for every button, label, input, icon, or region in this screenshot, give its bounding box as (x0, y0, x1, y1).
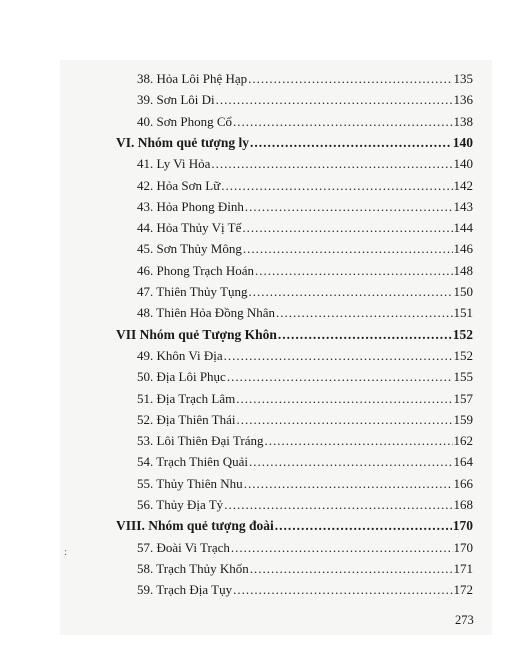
margin-mark: : (64, 546, 68, 558)
toc-page-number: 143 (453, 198, 473, 214)
page-number: 273 (455, 613, 474, 627)
toc-label: 57. Đoài Vi Trạch (137, 539, 230, 555)
toc-entry (137, 70, 473, 88)
toc-label: 42. Hỏa Sơn Lữ (137, 177, 221, 193)
toc-label: 47. Thiên Thủy Tụng (137, 284, 248, 299)
toc-page-number: 166 (453, 475, 473, 491)
toc-label: VI. Nhóm quẻ tượng ly (116, 134, 249, 150)
toc-page-number: 150 (453, 284, 473, 299)
toc-page-number: 140 (453, 156, 473, 172)
toc-entry (137, 91, 473, 109)
toc-entry (137, 240, 473, 258)
toc-page-number: 136 (453, 92, 473, 108)
dot-leader (275, 517, 452, 535)
dot-leader (233, 581, 452, 599)
toc-page-number: 146 (453, 241, 473, 257)
toc-section-heading (116, 326, 473, 344)
toc-page-number: 164 (453, 454, 473, 470)
toc-label: 41. Ly Vi Hỏa (137, 156, 211, 172)
toc-entry (137, 475, 473, 493)
toc-entry (137, 347, 473, 365)
toc-entry (137, 219, 473, 237)
dot-leader (249, 283, 453, 301)
toc-page-number: 151 (453, 305, 473, 321)
toc-page-number: 155 (453, 369, 473, 385)
toc-page-number: 140 (452, 134, 473, 150)
toc-label: 56. Thủy Địa Tỷ (137, 497, 224, 512)
toc-entry (137, 411, 473, 429)
toc-entry (137, 113, 473, 131)
dot-leader (276, 304, 452, 322)
toc-label: 43. Hỏa Phong Đỉnh (137, 198, 244, 214)
toc-entry (137, 283, 473, 301)
toc-entry (137, 539, 473, 557)
dot-leader (236, 390, 452, 408)
dot-leader (250, 134, 452, 152)
dot-leader (243, 240, 453, 258)
toc-entry (137, 496, 473, 514)
toc-page-number: 170 (452, 518, 473, 534)
toc-entry (137, 368, 473, 386)
toc-page-number: 168 (453, 497, 473, 512)
toc-page-number: 157 (453, 390, 473, 406)
toc-entry (137, 198, 473, 216)
toc-label: 45. Sơn Thủy Mông (137, 241, 242, 257)
toc-section-heading (116, 134, 473, 152)
dot-leader (248, 70, 452, 88)
toc-label: 40. Sơn Phong Cổ (137, 113, 233, 129)
toc-entry (137, 177, 473, 195)
toc-entry (137, 390, 473, 408)
dot-leader (255, 262, 452, 280)
toc-page-number: 170 (453, 539, 473, 555)
dot-leader (249, 453, 453, 471)
toc-page-number: 172 (453, 582, 473, 598)
toc-label: 53. Lôi Thiên Đại Tráng (137, 433, 264, 449)
toc-page-number: 148 (453, 262, 473, 278)
toc-page-number: 171 (453, 560, 473, 576)
dot-leader (231, 539, 453, 557)
dot-leader (216, 91, 453, 109)
toc-label: 39. Sơn Lôi Di (137, 92, 215, 108)
dot-leader (224, 347, 453, 365)
toc-label: 49. Khôn Vi Địa (137, 347, 223, 363)
toc-label: VII Nhóm quẻ Tượng Khôn (116, 326, 277, 342)
toc-page-number: 152 (453, 347, 473, 363)
dot-leader (233, 113, 452, 131)
dot-leader (244, 475, 453, 493)
dot-leader (221, 177, 452, 195)
toc-entry (137, 262, 473, 280)
toc-label: 44. Hỏa Thủy Vị Tế (137, 220, 242, 236)
toc-label: 48. Thiên Hỏa Đồng Nhân (137, 305, 276, 321)
toc-entry (137, 304, 473, 322)
dot-leader (250, 560, 453, 578)
dot-leader (227, 368, 453, 386)
toc-entry (137, 155, 473, 173)
toc-label: 52. Địa Thiên Thái (137, 411, 236, 427)
toc-label: 59. Trạch Địa Tụy (137, 582, 233, 598)
dot-leader (278, 326, 452, 344)
dot-leader (211, 155, 452, 173)
toc-page-number: 144 (453, 220, 473, 236)
toc-entry (137, 560, 473, 578)
toc-label: 38. Hỏa Lôi Phệ Hạp (137, 71, 248, 86)
toc-label: 50. Địa Lôi Phục (137, 369, 226, 385)
toc-page-number: 135 (453, 71, 473, 86)
toc-label: 54. Trạch Thiên Quải (137, 454, 248, 470)
toc-label: 58. Trạch Thủy Khốn (137, 560, 249, 576)
toc-label: VIII. Nhóm quẻ tượng đoài (116, 518, 274, 534)
toc-page-number: 152 (452, 326, 473, 342)
toc-label: 46. Phong Trạch Hoán (137, 262, 255, 278)
toc-entry (137, 581, 473, 599)
toc-label: 51. Địa Trạch Lâm (137, 390, 236, 406)
toc-page-number: 142 (453, 177, 473, 193)
dot-leader (265, 432, 453, 450)
dot-leader (224, 496, 452, 514)
toc-page-number: 162 (453, 433, 473, 449)
toc-label: 55. Thủy Thiên Nhu (137, 475, 243, 491)
toc-page-number: 159 (453, 411, 473, 427)
toc-entry (137, 432, 473, 450)
dot-leader (242, 219, 452, 237)
toc-section-heading (116, 517, 473, 535)
dot-leader (236, 411, 452, 429)
dot-leader (245, 198, 453, 216)
toc-page-number: 138 (453, 113, 473, 129)
toc-entry (137, 453, 473, 471)
